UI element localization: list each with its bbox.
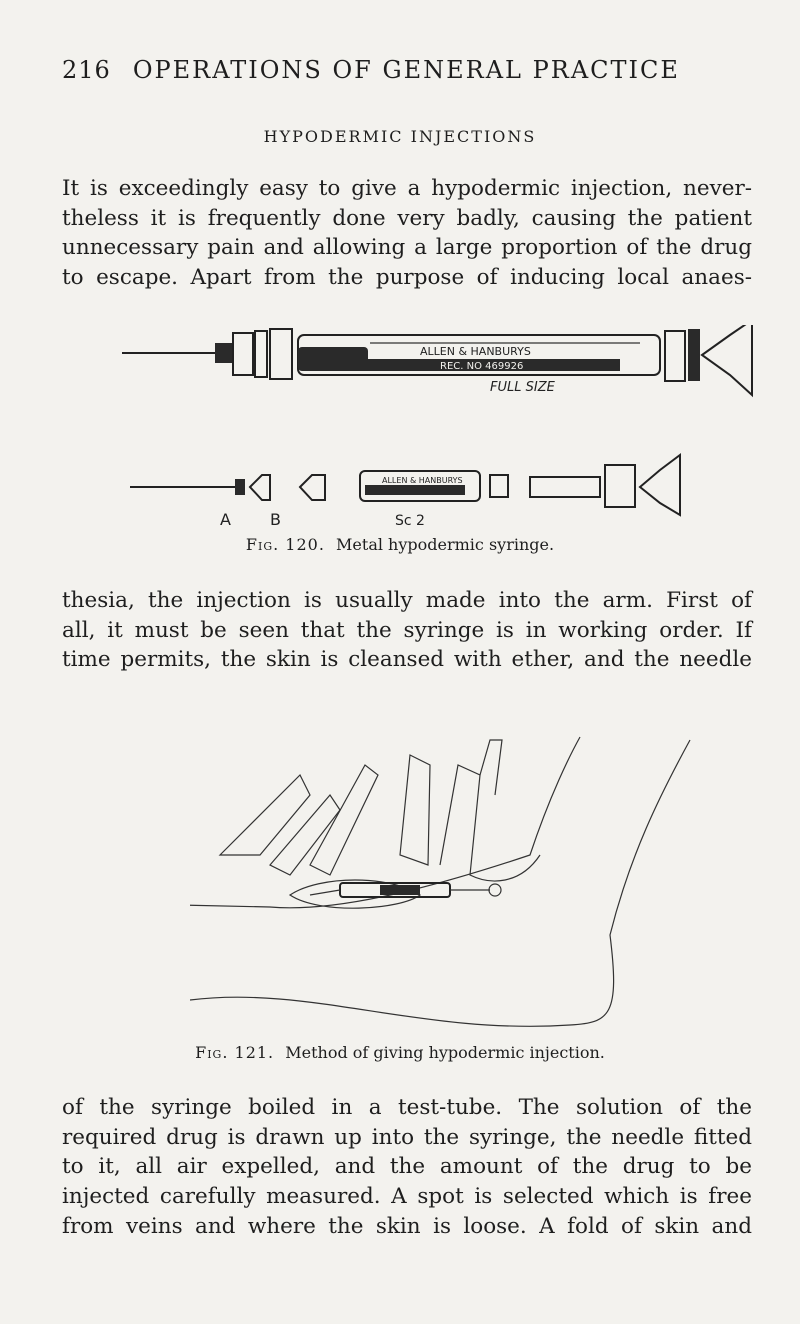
barrel-cap-ring — [270, 329, 292, 379]
text-line: required drug is drawn up into the syringe, the needle fitted — [62, 1124, 752, 1150]
finger — [310, 765, 378, 875]
text-line: to escape. Apart from the purpose of inducing local anaes- — [62, 265, 752, 291]
section-heading: HYPODERMIC INJECTIONS — [263, 127, 537, 146]
small-cap — [490, 475, 508, 497]
text-line: thesia, the injection is usually made into the arm. First of — [62, 588, 752, 613]
text-line: It is exceedingly easy to give a hypodermic injection, never- — [62, 176, 752, 201]
finger — [270, 795, 340, 875]
running-head: OPERATIONS OF GENERAL PRACTICE — [132, 56, 680, 84]
plunger-collar — [688, 329, 700, 381]
caption-label: Fig. 120. — [245, 535, 325, 554]
figure-120-syringe — [120, 325, 760, 558]
plunger-collar — [665, 331, 685, 381]
syringe-band — [380, 885, 420, 895]
paragraph-2 — [62, 586, 752, 675]
needle-hub — [215, 343, 233, 363]
small-finger-grip — [640, 455, 680, 515]
syringe-ring — [489, 884, 501, 896]
paragraph-3 — [62, 1093, 752, 1242]
text-line: injected carefully measured. A spot is selected which is free — [62, 1184, 752, 1210]
text-line: all, it must be seen that the syringe is in working order. If — [62, 617, 752, 643]
text-line: to it, all air expelled, and the amount of the drug to be — [62, 1154, 752, 1180]
label-sc: Sc 2 — [395, 513, 425, 529]
small-plunger-collar — [605, 465, 635, 507]
full-size-label: FULL SIZE — [490, 380, 555, 395]
reg-number: REC. NO 469926 — [440, 361, 524, 372]
small-barrel-inscription: ALLEN & HANBURYS — [382, 476, 463, 485]
barrel-inscription: ALLEN & HANBURYS — [420, 345, 531, 358]
finger — [220, 775, 310, 855]
barrel-cap-ring — [233, 333, 253, 375]
injection-illustration — [190, 735, 710, 1035]
caption-text: Metal hypodermic syringe. — [336, 535, 555, 554]
figure-121-caption — [0, 1043, 800, 1062]
label-a: A — [220, 510, 231, 529]
finger — [400, 755, 430, 865]
plunger-rod — [530, 477, 600, 497]
page-number: 216 — [62, 56, 111, 84]
figure-120-caption — [0, 535, 800, 554]
finger-tip — [480, 740, 502, 795]
caption-label: Fig. 121. — [195, 1043, 275, 1062]
thumb — [440, 765, 540, 881]
part-b — [300, 475, 325, 500]
part-a — [250, 475, 270, 500]
text-line: theless it is frequently done very badly, causing the patient — [62, 205, 752, 231]
text-line: time permits, the skin is cleansed with ether, and the needle — [62, 647, 752, 673]
injection-needle — [310, 890, 340, 895]
text-line: of the syringe boiled in a test-tube. The solution of the — [62, 1095, 752, 1120]
paragraph-1 — [62, 174, 752, 293]
barrel-shading — [298, 347, 368, 371]
text-line: from veins and where the skin is loose. A fold of skin and — [62, 1213, 752, 1239]
caption-text: Method of giving hypodermic injection. — [285, 1043, 605, 1062]
syringe-illustration — [120, 325, 760, 558]
small-hub — [235, 479, 245, 495]
barrel-cap-ring — [255, 331, 267, 377]
small-barrel-band — [365, 485, 465, 495]
label-b: B — [270, 510, 281, 529]
page-header — [62, 56, 752, 96]
figure-121-injection — [190, 735, 710, 1035]
text-line: unnecessary pain and allowing a large proportion of the drug — [62, 235, 752, 261]
finger-grip — [702, 325, 752, 395]
